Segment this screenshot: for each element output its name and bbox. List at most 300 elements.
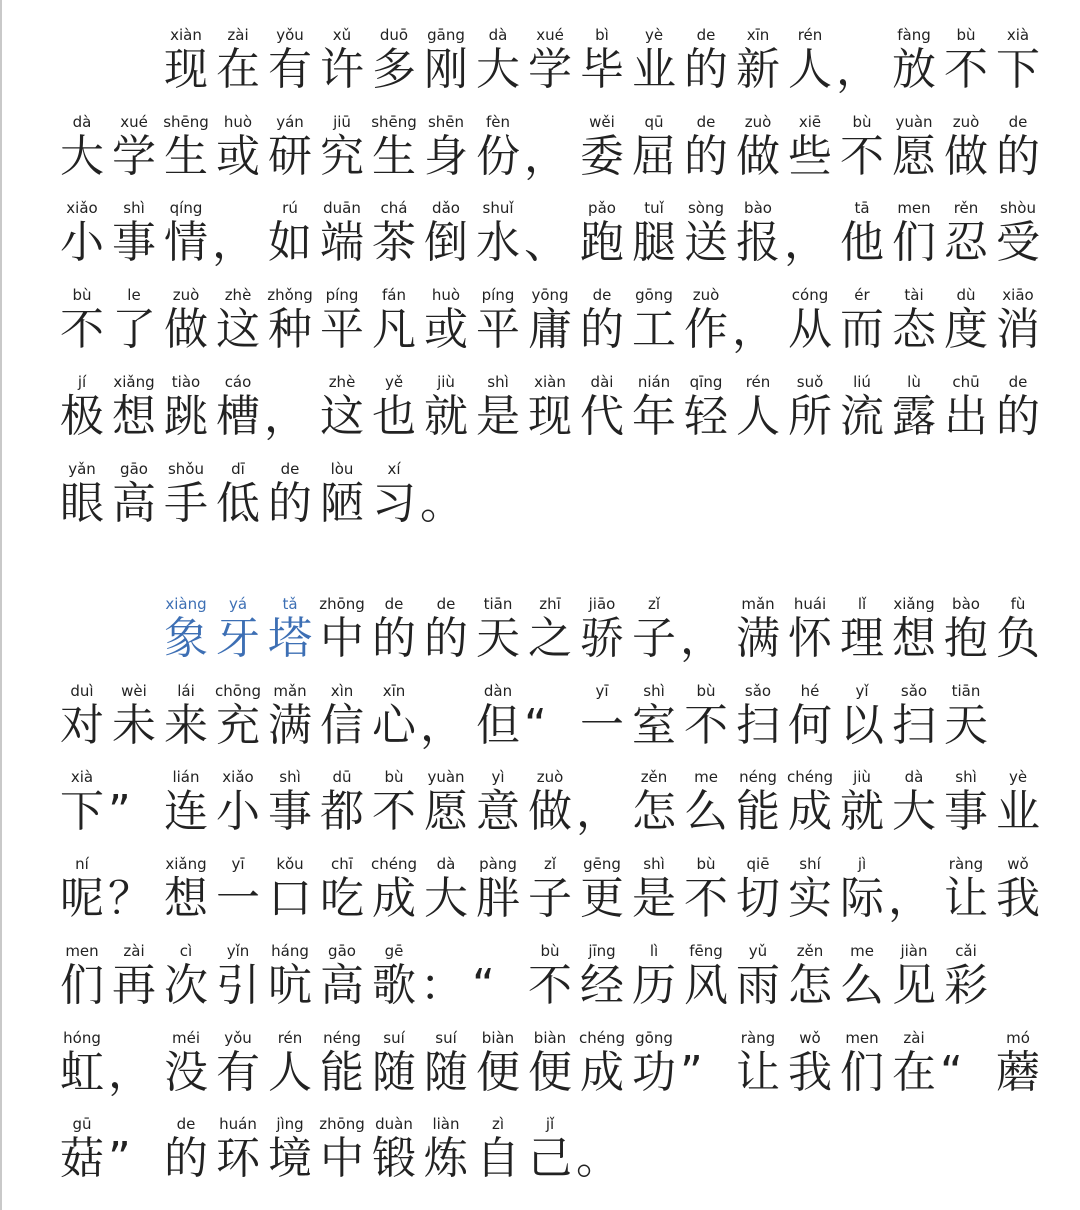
hanzi-character: 的	[164, 1133, 208, 1185]
hanzi-character: 或	[216, 130, 260, 182]
hanzi-character: 研	[268, 130, 312, 182]
pinyin-label: nián	[637, 372, 671, 391]
hanzi-character: 大	[892, 786, 936, 838]
hanzi-character: 做	[944, 130, 988, 182]
text-line	[0, 199, 1080, 285]
hanzi-character: 是	[632, 873, 676, 925]
punctuation-mark: 。	[576, 1133, 620, 1185]
character-cell	[940, 942, 992, 1028]
hanzi-character: 习	[372, 477, 416, 529]
pinyin-label: pàng	[479, 855, 517, 874]
pinyin-label: bù	[696, 681, 716, 700]
pinyin-label: zhè	[328, 372, 356, 391]
hanzi-character: 份	[476, 130, 520, 182]
hanzi-character: 生	[372, 130, 416, 182]
hanzi-character: 但	[476, 699, 520, 751]
hanzi-character: 人	[268, 1046, 312, 1098]
pinyin-label: shì	[643, 855, 665, 874]
punctuation-mark: “	[940, 1046, 963, 1098]
pinyin-label: yè	[1008, 768, 1028, 787]
hanzi-character: 没	[164, 1046, 208, 1098]
character-cell	[524, 1115, 576, 1201]
pinyin-label: rú	[282, 199, 298, 218]
hanzi-character: 身	[424, 130, 468, 182]
pinyin-label: huò	[431, 286, 461, 305]
pinyin-label: sǎo	[744, 681, 772, 700]
pinyin-label: píng	[325, 286, 359, 305]
hanzi-character: 所	[788, 390, 832, 442]
hanzi-character: 意	[476, 786, 520, 838]
hanzi-character: 心	[372, 699, 416, 751]
pinyin-label: cǎi	[955, 941, 977, 960]
pinyin-label: biàn	[481, 1028, 515, 1047]
character-cell	[368, 460, 420, 546]
hanzi-character: 如	[268, 217, 312, 269]
character-cell	[992, 1029, 1044, 1115]
hanzi-character: 满	[736, 613, 780, 664]
hanzi-character: 代	[580, 390, 624, 442]
hanzi-character: 境	[268, 1133, 312, 1185]
hanzi-character: 的	[996, 390, 1040, 442]
punctuation	[420, 460, 472, 546]
hanzi-character: 眼	[60, 477, 104, 529]
hanzi-character: 天	[944, 699, 988, 751]
hanzi-character: 种	[268, 304, 312, 356]
pinyin-label: zhōng	[319, 595, 365, 613]
hanzi-character: 就	[424, 390, 468, 442]
character-cell	[680, 286, 732, 372]
character-cell	[992, 26, 1044, 112]
pinyin-label: gāng	[427, 26, 465, 44]
character-cell	[992, 595, 1044, 681]
pinyin-label: bù	[956, 26, 976, 44]
hanzi-character: 充	[216, 699, 260, 751]
hanzi-character: 蘑	[996, 1046, 1040, 1098]
pinyin-label: chéng	[370, 855, 417, 874]
hanzi-character: 历	[632, 959, 676, 1011]
pinyin-label: suǒ	[796, 372, 824, 391]
pinyin-label: lái	[177, 681, 195, 700]
hanzi-character: 吃	[320, 873, 364, 925]
pinyin-label: gōng	[635, 286, 673, 305]
pinyin-label: chū	[952, 372, 980, 391]
hanzi-character: 何	[788, 699, 832, 751]
pinyin-label: bù	[72, 286, 92, 305]
hanzi-character: 的	[372, 613, 416, 664]
pinyin-label: zài	[123, 941, 145, 960]
pinyin-label: duō	[379, 26, 409, 44]
pinyin-label: zhōng	[319, 1115, 365, 1134]
pinyin-label: yǐ	[855, 681, 869, 700]
hanzi-character: 新	[736, 44, 780, 95]
hanzi-character: 茶	[372, 217, 416, 269]
pinyin-label: yī	[595, 681, 609, 700]
pinyin-label: néng	[323, 1028, 361, 1047]
pinyin-label: jiàn	[900, 941, 928, 960]
hanzi-character: 次	[164, 959, 208, 1011]
punctuation-mark: ，	[680, 613, 724, 664]
character-cell	[992, 286, 1044, 372]
pinyin-label: zuò	[692, 286, 720, 305]
pinyin-label: yě	[384, 372, 404, 391]
hanzi-character: 天	[476, 613, 520, 664]
pinyin-label: yǐn	[226, 941, 250, 960]
character-cell	[992, 373, 1044, 459]
punctuation-mark: ，	[108, 1046, 152, 1098]
hanzi-character: 情	[164, 217, 208, 269]
text-line	[0, 286, 1080, 372]
character-cell	[940, 682, 992, 768]
hanzi-character: 跑	[580, 217, 624, 269]
hanzi-character: 人	[788, 44, 832, 95]
hanzi-character: 呢	[60, 873, 104, 925]
pinyin-label: hóng	[63, 1028, 101, 1047]
character-cell	[992, 768, 1044, 854]
text-line	[0, 460, 1080, 546]
pinyin-label: gāo	[328, 941, 356, 960]
hanzi-character: 消	[996, 304, 1040, 356]
pinyin-label: shì	[123, 199, 145, 218]
pinyin-label: rén	[745, 372, 771, 391]
pinyin-label: shòu	[999, 199, 1036, 218]
pinyin-label: ràng	[740, 1028, 776, 1047]
hanzi-character: 雨	[736, 959, 780, 1011]
pinyin-label: xiàng	[165, 595, 207, 613]
hanzi-character: 负	[996, 613, 1040, 664]
pinyin-label: mǎn	[741, 595, 775, 613]
pinyin-label: lù	[907, 372, 921, 391]
hanzi-character: 跳	[164, 390, 208, 442]
hanzi-character: 切	[736, 873, 780, 925]
pinyin-label: mó	[1006, 1028, 1030, 1047]
punctuation-mark: ，	[732, 304, 776, 356]
hanzi-character: 实	[788, 873, 832, 925]
hanzi-character: 抱	[944, 613, 988, 664]
punctuation-mark: 、	[524, 217, 568, 269]
hanzi-character: 端	[320, 217, 364, 269]
hanzi-character: 想	[892, 613, 936, 664]
character-cell	[368, 682, 420, 768]
pinyin-label: de	[176, 1115, 196, 1134]
pinyin-label: xià	[1006, 26, 1030, 44]
hanzi-character: 中	[320, 613, 364, 664]
pinyin-label: xiǎo	[66, 199, 98, 218]
character-cell	[472, 113, 524, 199]
pinyin-label: de	[1008, 372, 1028, 391]
pinyin-label: chéng	[578, 1028, 625, 1047]
pinyin-label: ní	[75, 855, 89, 874]
pinyin-label: shēng	[371, 112, 417, 131]
hanzi-character: 不	[684, 873, 728, 925]
character-cell	[992, 855, 1044, 941]
pinyin-label: fán	[382, 286, 406, 305]
pinyin-label: me	[694, 768, 718, 787]
hanzi-character: 了	[112, 304, 156, 356]
hanzi-character: 忍	[944, 217, 988, 269]
hanzi-character: 事	[268, 786, 312, 838]
pinyin-label: dài	[590, 372, 614, 391]
pinyin-label: xiǎng	[893, 595, 935, 613]
pinyin-label: sǎo	[900, 681, 928, 700]
pinyin-label: shì	[643, 681, 665, 700]
hanzi-character: 歌	[372, 959, 416, 1011]
hanzi-character: 下	[996, 44, 1040, 95]
pinyin-label: tā	[854, 199, 870, 218]
hanzi-character: 凡	[372, 304, 416, 356]
hanzi-character: 们	[892, 217, 936, 269]
pinyin-label: yán	[276, 112, 304, 131]
hanzi-character: 的	[996, 130, 1040, 182]
punctuation-mark: ，	[212, 217, 256, 269]
pinyin-label: cáo	[224, 372, 252, 391]
hanzi-character: 理	[840, 613, 884, 664]
hanzi-character: 庸	[528, 304, 572, 356]
hanzi-character: 极	[60, 390, 104, 442]
pinyin-label: huò	[223, 112, 253, 131]
hanzi-character: 受	[996, 217, 1040, 269]
pinyin-label: qū	[644, 112, 664, 131]
pinyin-label: jí	[77, 372, 87, 391]
pinyin-label: yuàn	[895, 112, 933, 131]
hanzi-character: 有	[268, 44, 312, 95]
pinyin-label: bào	[952, 595, 980, 613]
pinyin-label: de	[696, 26, 716, 44]
hanzi-character: 牙	[216, 613, 260, 664]
hanzi-character: 不	[528, 959, 572, 1011]
text-line	[0, 113, 1080, 199]
hanzi-character: 腿	[632, 217, 676, 269]
pinyin-label: de	[436, 595, 456, 613]
pinyin-label: zhè	[224, 286, 252, 305]
pinyin-label: zuò	[172, 286, 200, 305]
pinyin-label: zì	[491, 1115, 505, 1134]
character-cell	[212, 373, 264, 459]
character-cell	[524, 768, 576, 854]
pinyin-label: zǐ	[647, 595, 661, 613]
character-cell	[992, 199, 1044, 285]
hanzi-character: 陋	[320, 477, 364, 529]
character-cell	[56, 768, 108, 854]
pinyin-label: zhǒng	[267, 286, 313, 305]
hanzi-character: 高	[112, 477, 156, 529]
pinyin-label: xiàn	[170, 26, 202, 44]
pinyin-label: zài	[903, 1028, 925, 1047]
pinyin-label: zěn	[640, 768, 668, 787]
pinyin-label: yōng	[531, 286, 569, 305]
pinyin-label: rén	[277, 1028, 303, 1047]
hanzi-character: 彩	[944, 959, 988, 1011]
hanzi-character: 刚	[424, 44, 468, 95]
pinyin-label: suí	[435, 1028, 457, 1047]
hanzi-character: 口	[268, 873, 312, 925]
hanzi-character: 出	[944, 390, 988, 442]
pinyin-label: pǎo	[588, 199, 616, 218]
pinyin-label: xīn	[746, 26, 770, 44]
pinyin-label: shēng	[163, 112, 209, 131]
pinyin-label: bì	[595, 26, 609, 44]
pinyin-label: jiù	[437, 372, 455, 391]
punctuation-mark: ，	[524, 130, 568, 182]
hanzi-character: 怎	[788, 959, 832, 1011]
punctuation-mark: ，	[888, 873, 932, 925]
pinyin-label: le	[127, 286, 141, 305]
pinyin-label: sòng	[687, 199, 725, 218]
hanzi-character: 么	[684, 786, 728, 838]
hanzi-character: 不	[944, 44, 988, 95]
pinyin-label: tiān	[951, 681, 981, 700]
hanzi-character: 环	[216, 1133, 260, 1185]
pinyin-label: zài	[227, 26, 249, 44]
pinyin-label: yè	[644, 26, 664, 44]
hanzi-character: 引	[216, 959, 260, 1011]
character-cell	[628, 595, 680, 681]
pinyin-label: bù	[540, 941, 560, 960]
pinyin-label: huán	[219, 1115, 257, 1134]
pinyin-label: yī	[231, 855, 245, 874]
hanzi-character: 放	[892, 44, 936, 95]
pinyin-label: men	[897, 199, 931, 218]
punctuation-mark: “	[524, 699, 547, 751]
hanzi-character: 扫	[736, 699, 780, 751]
character-cell	[472, 682, 524, 768]
pinyin-label: dī	[231, 459, 245, 478]
pinyin-label: zuò	[952, 112, 980, 131]
hanzi-character: 许	[320, 44, 364, 95]
pinyin-label: fēng	[689, 941, 723, 960]
pinyin-label: shì	[955, 768, 977, 787]
pinyin-label: jì	[857, 855, 867, 874]
hanzi-character: 不	[840, 130, 884, 182]
pinyin-label: bào	[744, 199, 772, 218]
hanzi-character: 让	[736, 1046, 780, 1098]
pinyin-label: kǒu	[276, 855, 304, 874]
hanzi-character: 报	[736, 217, 780, 269]
hanzi-character: 作	[684, 304, 728, 356]
punctuation-mark: ：	[420, 959, 464, 1011]
pinyin-label: duān	[323, 199, 361, 218]
pinyin-label: chá	[380, 199, 408, 218]
hanzi-character: 子	[528, 873, 572, 925]
pinyin-label: wěi	[589, 112, 615, 131]
hanzi-character: 想	[112, 390, 156, 442]
text-line	[0, 942, 1080, 1028]
hanzi-character: 学	[112, 130, 156, 182]
pinyin-label: dǎo	[432, 199, 460, 218]
pinyin-label: xiǎng	[165, 855, 207, 874]
pinyin-label: chī	[331, 855, 353, 874]
pinyin-label: mǎn	[273, 681, 307, 700]
pinyin-label: shì	[487, 372, 509, 391]
hanzi-character: 来	[164, 699, 208, 751]
pinyin-label: hé	[800, 681, 820, 700]
pinyin-label: xué	[120, 112, 148, 131]
pinyin-label: me	[850, 941, 874, 960]
hanzi-character: 自	[476, 1133, 520, 1185]
hanzi-character: 究	[320, 130, 364, 182]
hanzi-character: 他	[840, 217, 884, 269]
pinyin-label: wǒ	[1007, 855, 1029, 874]
hanzi-character: 的	[684, 44, 728, 95]
pinyin-label: jiāo	[588, 595, 616, 613]
pinyin-label: yá	[228, 595, 248, 613]
hanzi-character: 或	[424, 304, 468, 356]
pinyin-label: lǐ	[857, 595, 867, 613]
hanzi-character: 再	[112, 959, 156, 1011]
pinyin-label: biàn	[533, 1028, 567, 1047]
pinyin-label: lòu	[330, 459, 354, 478]
pinyin-label: rén	[797, 26, 823, 44]
punctuation-mark: ，	[784, 217, 828, 269]
hanzi-character: 愿	[424, 786, 468, 838]
hanzi-character: 事	[112, 217, 156, 269]
pinyin-label: dà	[72, 112, 92, 131]
character-cell	[56, 855, 108, 941]
text-line	[0, 1115, 1080, 1201]
pinyin-label: tiān	[483, 595, 513, 613]
pinyin-label: qiē	[746, 855, 770, 874]
hanzi-character: 么	[840, 959, 884, 1011]
pinyin-label: xiāo	[1002, 286, 1034, 305]
punctuation-mark: 。	[420, 477, 464, 529]
punctuation-mark: ，	[264, 390, 308, 442]
hanzi-character: 下	[60, 786, 104, 838]
pinyin-label: liàn	[432, 1115, 460, 1134]
pinyin-label: néng	[739, 768, 777, 787]
pinyin-label: háng	[271, 941, 309, 960]
pinyin-label: méi	[171, 1028, 200, 1047]
pinyin-label: dà	[488, 26, 508, 44]
pinyin-label: bù	[384, 768, 404, 787]
hanzi-character: 露	[892, 390, 936, 442]
hanzi-character: 随	[424, 1046, 468, 1098]
hanzi-character: 学	[528, 44, 572, 95]
hanzi-character: 的	[268, 477, 312, 529]
character-cell	[56, 1029, 108, 1115]
pinyin-label: wǒ	[799, 1028, 821, 1047]
hanzi-character: 现	[528, 390, 572, 442]
hanzi-character: 年	[632, 390, 676, 442]
punctuation	[420, 942, 472, 1028]
pinyin-label: yǔ	[748, 941, 768, 960]
hanzi-character: 骄	[580, 613, 624, 664]
pinyin-label: ér	[854, 286, 870, 305]
pinyin-label: shēn	[427, 112, 465, 131]
pinyin-label: chōng	[215, 681, 261, 700]
hanzi-character: 便	[476, 1046, 520, 1098]
character-cell	[368, 942, 420, 1028]
character-cell	[628, 1029, 680, 1115]
pinyin-label: cóng	[791, 286, 829, 305]
pinyin-label: zuò	[744, 112, 772, 131]
hanzi-character: 怀	[788, 613, 832, 664]
pinyin-label: de	[696, 112, 716, 131]
punctuation-mark: “	[472, 959, 495, 1011]
hanzi-character: 满	[268, 699, 312, 751]
punctuation-mark: ”	[108, 786, 131, 838]
pinyin-label: duì	[70, 681, 94, 700]
hanzi-character: 怎	[632, 786, 676, 838]
hanzi-character: 业	[996, 786, 1040, 838]
hanzi-character: 屈	[632, 130, 676, 182]
hanzi-character: 功	[632, 1046, 676, 1098]
pinyin-label: dà	[904, 768, 924, 787]
hanzi-character: 大	[476, 44, 520, 95]
hanzi-character: 之	[528, 613, 572, 664]
pinyin-label: shǒu	[167, 459, 204, 478]
hanzi-character: 对	[60, 699, 104, 751]
hanzi-character: 经	[580, 959, 624, 1011]
text-line	[0, 768, 1080, 854]
